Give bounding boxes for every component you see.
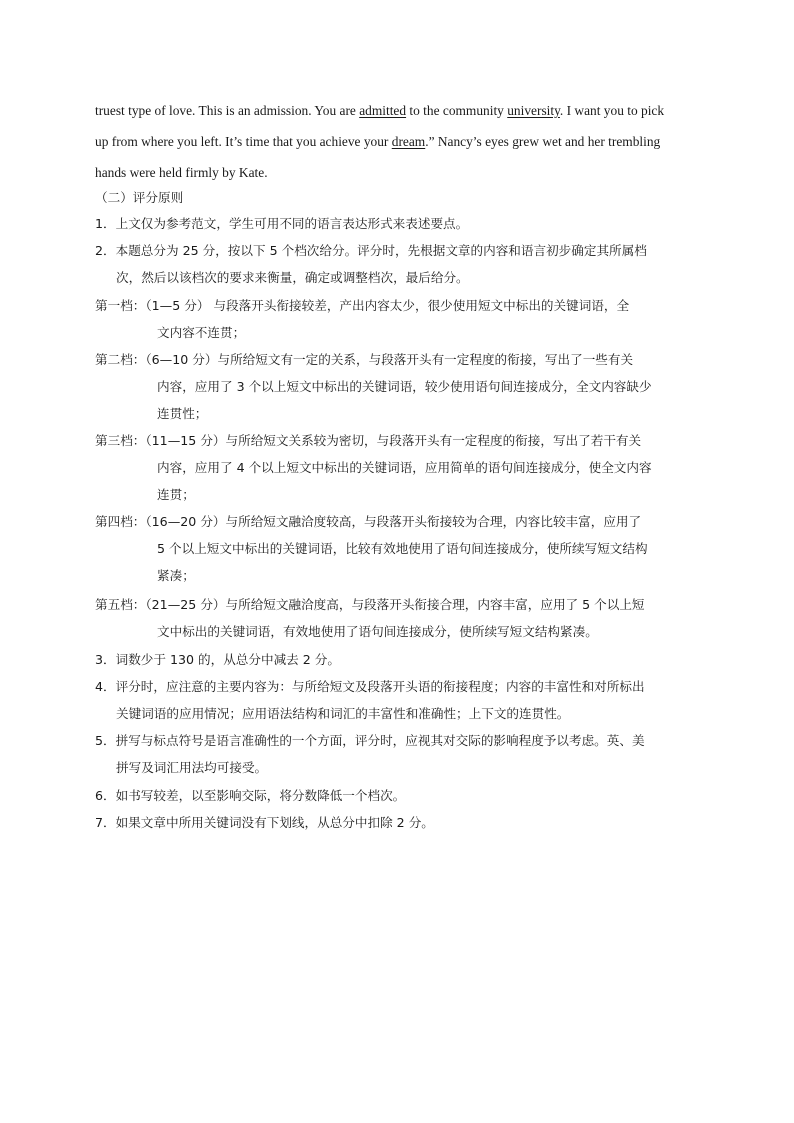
tier-2-line-3: 连贯性；: [157, 406, 208, 421]
tier-4-line-3: 紧凑；: [157, 568, 195, 583]
tier-3-line-1: 第三档：（11—15 分）与所给短文关系较为密切，与段落开头有一定程度的衔接，写出了若干有关: [95, 433, 642, 448]
tier-5-line-1: 第五档：（21—25 分）与所给短文融洽度高，与段落开头衔接合理，内容丰富，应用了 5 个以上短: [95, 597, 645, 612]
rule-item-5-line-2: 拼写及词汇用法均可接受。: [116, 760, 268, 775]
tier-4-line-1: 第四档：（16—20 分）与所给短文融洽度较高，与段落开头衔接较为合理，内容比较丰富，应用了: [95, 514, 642, 529]
tier-1-line-1: 第一档：（1—5 分） 与段落开头衔接较差，产出内容太少，很少使用短文中标出的关键词语，全: [95, 298, 630, 313]
rule-item-5-line-1: 5．拼写与标点符号是语言准确性的一个方面，评分时，应视其对交际的影响程度予以考虑。英、美: [95, 733, 645, 748]
rule-item-7: 7．如果文章中所用关键词没有下划线，从总分中扣除 2 分。: [95, 815, 434, 830]
essay-line-2: [95, 134, 705, 150]
section-heading: （二）评分原则: [95, 190, 184, 205]
tier-1-line-2: 文内容不连贯；: [157, 325, 246, 340]
tier-3-line-2: 内容，应用了 4 个以上短文中标出的关键词语，应用简单的语句间连接成分，使全文内容: [157, 460, 652, 475]
essay-text: to the community: [406, 103, 508, 118]
tier-2-line-2: 内容，应用了 3 个以上短文中标出的关键词语，较少使用语句间连接成分，全文内容缺少: [157, 379, 652, 394]
keyword-underlined: dream: [391, 134, 426, 149]
essay-text: .” Nancy’s eyes grew wet and her trembling: [425, 134, 661, 149]
tier-4-line-2: 5 个以上短文中标出的关键词语，比较有效地使用了语句间连接成分，使所续写短文结构: [157, 541, 648, 556]
essay-line-3: hands were held firmly by Kate.: [95, 165, 268, 180]
rule-item-4-line-2: 关键词语的应用情况；应用语法结构和词汇的丰富性和准确性；上下文的连贯性。: [116, 706, 570, 721]
tier-2-line-1: 第二档：（6—10 分）与所给短文有一定的关系，与段落开头有一定程度的衔接，写出了一些有关: [95, 352, 634, 367]
rule-item-1: 1．上文仅为参考范文，学生可用不同的语言表达形式来表述要点。: [95, 216, 469, 231]
tier-3-line-3: 连贯；: [157, 487, 195, 502]
essay-line-1: [95, 103, 705, 119]
essay-text: . I want you to pick: [559, 103, 665, 118]
rule-item-6: 6．如书写较差，以至影响交际，将分数降低一个档次。: [95, 788, 406, 803]
rule-item-4-line-1: 4．评分时，应注意的主要内容为：与所给短文及段落开头语的衔接程度；内容的丰富性和对所标出: [95, 679, 645, 694]
rule-item-3: 3．词数少于 130 的，从总分中减去 2 分。: [95, 652, 340, 667]
tier-5-line-2: 文中标出的关键词语，有效地使用了语句间连接成分，使所续写短文结构紧凑。: [157, 624, 598, 639]
essay-text: up from where you left. It’s time that you achieve your: [95, 134, 392, 149]
essay-text: truest type of love. This is an admission. You are: [95, 103, 360, 118]
keyword-underlined: university: [507, 103, 560, 118]
keyword-underlined: admitted: [359, 103, 407, 118]
rule-item-2-line-2: 次，然后以该档次的要求来衡量，确定或调整档次，最后给分。: [116, 270, 469, 285]
rule-item-2-line-1: 2．本题总分为 25 分，按以下 5 个档次给分。评分时，先根据文章的内容和语言初步确定其所属档: [95, 243, 647, 258]
